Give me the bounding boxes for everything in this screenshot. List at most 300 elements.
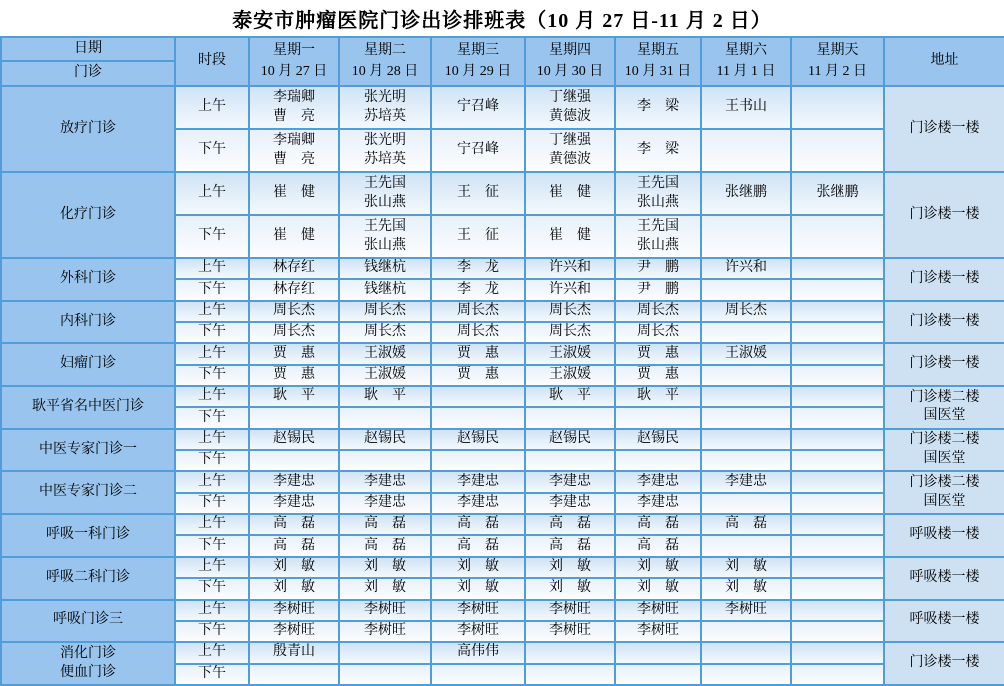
cell-line: 下午 [198,228,226,244]
schedule-cell [431,600,525,621]
cell-line: 高 磊 [549,537,591,553]
schedule-cell [339,301,431,322]
clinic-row-am [1,172,1004,215]
cell-line: 门诊楼一楼 [909,120,980,136]
cell-line: 周长杰 [273,324,315,340]
cell-line: 刘 敏 [457,580,499,596]
cell-line: 高 磊 [364,537,406,553]
header-address: 地址 [884,37,1004,86]
schedule-cell [339,407,431,428]
cell-line: 下午 [198,281,226,297]
header-period: 时段 [175,37,249,86]
schedule-cell [525,471,615,492]
header-day-thu [525,37,615,86]
cell-line: 耿 平 [364,388,406,404]
schedule-cell [791,86,884,129]
schedule-cell [791,535,884,556]
weekday-label: 星期六 [725,43,767,59]
cell-line: 张光明 [364,132,406,148]
schedule-cell [249,578,339,599]
schedule-cell [525,215,615,258]
cell-line: 耿 平 [637,388,679,404]
schedule-cell [701,129,791,172]
cell-line: 王书山 [725,99,767,115]
schedule-cell [701,343,791,364]
cell-line: 下午 [198,580,226,596]
cell-line: 张继鹏 [725,185,767,201]
cell-line: 刘 敏 [273,559,315,575]
schedule-cell [615,365,701,386]
cell-line: 崔 健 [549,228,591,244]
schedule-cell [525,493,615,514]
schedule-cell [615,514,701,535]
schedule-cell [701,557,791,578]
schedule-cell [525,322,615,343]
cell-line: 上午 [198,99,226,115]
schedule-cell [791,557,884,578]
page-title: 泰安市肿瘤医院门诊出诊排班表（10 月 27 日-11 月 2 日） [232,9,772,32]
cell-line: 张光明 [364,89,406,105]
weekday-label: 星期一 [273,43,315,59]
address-cell [884,557,1004,600]
schedule-cell [431,301,525,322]
schedule-cell [525,258,615,279]
schedule-cell [701,258,791,279]
address-cell [884,386,1004,429]
schedule-cell [431,279,525,300]
schedule-cell [249,215,339,258]
cell-line: 宁召峰 [457,99,499,115]
schedule-cell [701,322,791,343]
schedule-cell [525,429,615,450]
schedule-cell [525,365,615,386]
schedule-cell [249,301,339,322]
cell-line: 李树旺 [364,623,406,639]
cell-line: 上午 [198,260,226,276]
cell-line: 高 磊 [637,537,679,553]
clinic-name-cell [1,557,175,600]
date-label: 10 月 27 日 [260,63,328,79]
cell-line: 张山燕 [637,237,679,253]
schedule-cell [791,407,884,428]
period-cell-am [175,258,249,279]
schedule-cell [701,578,791,599]
cell-line: 呼吸楼一楼 [909,527,980,543]
date-label: 11 月 2 日 [808,63,867,79]
cell-line: 周长杰 [637,324,679,340]
cell-line: 王先国 [637,218,679,234]
weekday-label: 星期二 [364,43,406,59]
cell-line: 许兴和 [549,281,591,297]
period-cell-am [175,86,249,129]
schedule-cell [791,471,884,492]
cell-line: 高 磊 [273,537,315,553]
period-cell-pm [175,621,249,642]
cell-line: 王 征 [457,228,499,244]
cell-line: 下午 [198,366,226,382]
schedule-cell [791,429,884,450]
period-cell-pm [175,365,249,386]
cell-line: 张山燕 [364,237,406,253]
schedule-cell [701,471,791,492]
clinic-name-cell [1,642,175,685]
cell-line: 丁继强 [549,132,591,148]
schedule-cell [615,86,701,129]
date-label: 10 月 31 日 [624,63,692,79]
cell-line: 崔 健 [549,185,591,201]
address-cell [884,172,1004,258]
cell-line: 李建忠 [637,473,679,489]
schedule-cell [339,429,431,450]
schedule-cell [339,621,431,642]
cell-line: 耿平省名中医门诊 [32,398,144,414]
schedule-cell [339,86,431,129]
clinic-name-cell [1,258,175,301]
schedule-cell [431,86,525,129]
cell-line: 李建忠 [457,495,499,510]
schedule-cell [791,215,884,258]
cell-line: 呼吸一科门诊 [46,527,130,543]
clinic-row-am [1,386,1004,407]
period-cell-am [175,172,249,215]
schedule-cell [701,86,791,129]
clinic-name-cell [1,514,175,557]
cell-line: 刘 敏 [637,559,679,575]
schedule-cell [249,535,339,556]
cell-line: 放疗门诊 [60,120,116,136]
cell-line: 许兴和 [725,260,767,276]
cell-line: 下午 [198,495,226,510]
address-cell [884,429,1004,472]
schedule-cell [791,578,884,599]
cell-line: 高 磊 [364,516,406,532]
schedule-cell [339,386,431,407]
date-label: 10 月 28 日 [351,63,419,79]
schedule-cell [249,365,339,386]
clinic-row-am [1,471,1004,492]
cell-line: 王淑媛 [549,366,591,382]
cell-line: 贾 惠 [273,345,315,361]
cell-line: 丁继强 [549,89,591,105]
schedule-cell [431,642,525,663]
cell-line: 高 磊 [637,516,679,532]
schedule-cell [701,172,791,215]
schedule-cell [615,664,701,685]
cell-line: 李瑞卿 [273,89,315,105]
cell-line: 下午 [198,409,226,425]
date-label: 11 月 1 日 [716,63,776,79]
header-corner-date: 日期 [1,37,175,61]
schedule-cell [249,664,339,685]
schedule-cell [339,215,431,258]
cell-line: 贾 惠 [457,345,499,361]
schedule-cell [339,535,431,556]
schedule-cell [701,493,791,514]
schedule-cell [701,600,791,621]
cell-line: 外科门诊 [60,270,116,286]
period-cell-am [175,557,249,578]
cell-line: 周长杰 [457,324,499,340]
schedule-cell [431,621,525,642]
address-cell [884,600,1004,643]
schedule-cell [615,557,701,578]
schedule-cell [791,258,884,279]
clinic-name-cell [1,172,175,258]
cell-line: 尹 鹏 [637,260,679,276]
header-day-tue [339,37,431,86]
cell-line: 刘 敏 [725,580,767,596]
schedule-cell [701,535,791,556]
cell-line: 苏培英 [364,108,406,124]
cell-line: 李 龙 [457,281,499,297]
weekday-label: 星期三 [457,43,499,59]
schedule-cell [525,172,615,215]
cell-line: 李树旺 [457,601,499,617]
period-cell-am [175,600,249,621]
schedule-cell [339,493,431,514]
weekday-label: 星期四 [549,43,591,59]
cell-line: 赵锡民 [364,430,406,446]
cell-line: 李瑞卿 [273,132,315,148]
schedule-cell [525,407,615,428]
cell-line: 高 磊 [273,516,315,532]
schedule-cell [701,664,791,685]
cell-line: 王先国 [364,218,406,234]
schedule-cell [701,621,791,642]
cell-line: 刘 敏 [637,580,679,596]
schedule-cell [431,322,525,343]
schedule-cell [339,365,431,386]
schedule-cell [701,514,791,535]
cell-line: 王 征 [457,185,499,201]
cell-line: 门诊楼二楼 [909,474,980,490]
address-cell [884,514,1004,557]
clinic-row-am [1,429,1004,450]
cell-line: 李树旺 [637,623,679,639]
schedule-cell [615,535,701,556]
schedule-cell [431,535,525,556]
schedule-cell [249,258,339,279]
schedule-cell [431,129,525,172]
schedule-cell [339,642,431,663]
cell-line: 周长杰 [364,324,406,340]
cell-line: 下午 [198,537,226,553]
cell-line: 门诊楼一楼 [909,655,980,671]
cell-line: 李 梁 [637,142,679,158]
schedule-cell [249,514,339,535]
schedule-cell [615,600,701,621]
header-day-wed [431,37,525,86]
schedule-cell [249,621,339,642]
schedule-cell [525,621,615,642]
clinic-row-am [1,514,1004,535]
schedule-cell [791,493,884,514]
cell-line: 贾 惠 [457,366,499,382]
schedule-cell [791,301,884,322]
cell-line: 门诊楼二楼 [909,432,980,448]
cell-line: 曹 亮 [273,108,315,124]
cell-line: 高 磊 [725,516,767,532]
schedule-cell [701,365,791,386]
schedule-cell [701,642,791,663]
period-cell-pm [175,493,249,514]
cell-line: 王先国 [637,175,679,191]
clinic-row-am [1,557,1004,578]
cell-line: 上午 [198,185,226,201]
cell-line: 赵锡民 [549,430,591,446]
cell-line: 张山燕 [364,194,406,210]
schedule-cell [525,129,615,172]
cell-line: 张山燕 [637,194,679,210]
cell-line: 门诊楼一楼 [909,206,980,222]
schedule-cell [431,343,525,364]
schedule-cell [615,642,701,663]
schedule-cell [249,642,339,663]
schedule-cell [615,429,701,450]
schedule-cell [431,407,525,428]
address-cell [884,258,1004,301]
schedule-cell [791,450,884,471]
cell-line: 上午 [198,430,226,446]
cell-line: 黄德波 [549,151,591,167]
schedule-cell [615,471,701,492]
clinic-name-cell [1,86,175,172]
schedule-cell [615,301,701,322]
schedule-cell [615,450,701,471]
cell-line: 呼吸楼一楼 [909,612,980,628]
date-label: 10 月 29 日 [444,63,512,79]
header-day-sat [701,37,791,86]
cell-line: 呼吸二科门诊 [46,569,130,585]
schedule-cell [249,471,339,492]
cell-line: 高 磊 [549,516,591,532]
period-cell-pm [175,578,249,599]
period-cell-pm [175,322,249,343]
cell-line: 上午 [198,302,226,318]
schedule-cell [339,322,431,343]
schedule-cell [615,258,701,279]
cell-line: 李 龙 [457,260,499,276]
schedule-cell [701,386,791,407]
cell-line: 李树旺 [364,601,406,617]
schedule-cell [339,279,431,300]
cell-line: 门诊楼二楼 [909,389,980,405]
cell-line: 国医堂 [923,451,966,467]
cell-line: 贾 惠 [637,366,679,382]
cell-line: 刘 敏 [725,559,767,575]
schedule-cell [525,514,615,535]
period-cell-pm [175,129,249,172]
cell-line: 刘 敏 [273,580,315,596]
schedule-cell [431,386,525,407]
period-cell-am [175,471,249,492]
schedule-cell [339,557,431,578]
clinic-row-am [1,343,1004,364]
weekday-label: 星期天 [816,43,859,59]
cell-line: 李树旺 [637,601,679,617]
schedule-cell [249,386,339,407]
schedule-cell [701,215,791,258]
cell-line: 下午 [198,665,226,681]
schedule-cell [615,129,701,172]
schedule-cell [791,343,884,364]
schedule-cell [791,279,884,300]
cell-line: 下午 [198,324,226,340]
cell-line: 周长杰 [273,302,315,318]
schedule-cell [525,600,615,621]
cell-line: 李树旺 [549,623,591,639]
cell-line: 崔 健 [273,228,315,244]
address-cell [884,642,1004,685]
schedule-cell [339,258,431,279]
clinic-row-am [1,600,1004,621]
cell-line: 上午 [198,559,226,575]
cell-line: 赵锡民 [457,430,499,446]
cell-line: 李树旺 [273,623,315,639]
schedule-cell [701,450,791,471]
cell-line: 李树旺 [725,601,767,617]
cell-line: 耿 平 [273,388,315,404]
schedule-cell [525,535,615,556]
cell-line: 周长杰 [637,302,679,318]
address-cell [884,471,1004,514]
schedule-cell [525,664,615,685]
schedule-cell [431,471,525,492]
cell-line: 李建忠 [273,473,315,489]
cell-line: 消化门诊 [60,645,116,661]
schedule-cell [791,664,884,685]
cell-line: 李建忠 [549,495,591,510]
cell-line: 刘 敏 [549,580,591,596]
cell-line: 国医堂 [923,493,966,509]
period-cell-am [175,642,249,663]
cell-line: 李建忠 [725,473,767,489]
schedule-cell [431,365,525,386]
cell-line: 刘 敏 [364,559,406,575]
period-cell-pm [175,407,249,428]
cell-line: 曹 亮 [273,151,315,167]
schedule-cell [249,129,339,172]
schedule-cell [791,365,884,386]
cell-line: 周长杰 [549,302,591,318]
cell-line: 上午 [198,516,226,532]
schedule-cell [525,279,615,300]
schedule-cell [701,429,791,450]
schedule-cell [249,450,339,471]
cell-line: 王淑媛 [364,366,406,382]
schedule-cell [615,215,701,258]
cell-line: 李建忠 [273,495,315,510]
cell-line: 殷青山 [273,644,315,660]
schedule-cell [249,86,339,129]
period-cell-pm [175,450,249,471]
schedule-cell [525,642,615,663]
cell-line: 李建忠 [549,473,591,489]
cell-line: 国医堂 [923,408,966,424]
schedule-cell [525,386,615,407]
schedule-cell [339,664,431,685]
cell-line: 张继鹏 [816,185,859,201]
schedule-cell [431,493,525,514]
cell-line: 上午 [198,601,226,617]
cell-line: 王淑媛 [725,345,767,361]
cell-line: 上午 [198,388,226,404]
cell-line: 苏培英 [364,151,406,167]
cell-line: 中医专家门诊一 [39,441,137,457]
schedule-cell [791,172,884,215]
schedule-cell [431,664,525,685]
cell-line: 呼吸门诊三 [53,612,123,628]
